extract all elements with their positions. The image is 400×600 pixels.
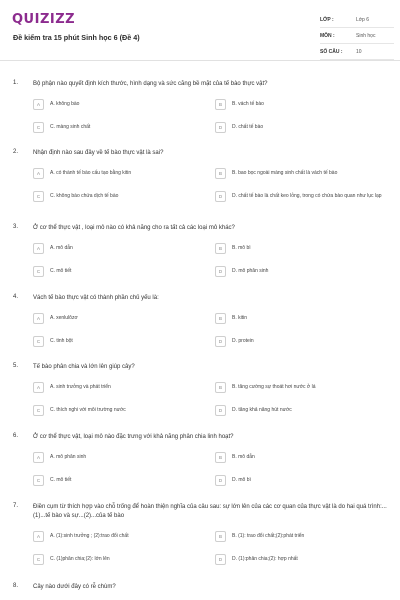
option-letter: D xyxy=(215,191,226,202)
option-text: B. tăng cường sự thoát hơi nước ở lá xyxy=(232,383,316,390)
option-text: C. mô tiết xyxy=(50,476,72,483)
option-b[interactable] xyxy=(215,166,390,180)
option-letter: B xyxy=(215,313,226,324)
option-c[interactable] xyxy=(33,264,193,278)
option-a[interactable] xyxy=(33,380,193,394)
question-number: 3. xyxy=(13,224,19,230)
meta-label: LỚP : xyxy=(320,16,334,23)
option-text: D. chất tế bào là chất keo lỏng, trong có chứa bào quan như lục lạp xyxy=(232,192,382,199)
option-letter: B xyxy=(215,99,226,110)
option-text: A. không bào xyxy=(50,100,80,107)
question-number: 1. xyxy=(13,80,19,86)
option-letter: B xyxy=(215,168,226,179)
question-number: 2. xyxy=(13,149,19,155)
option-text: A. sinh trưởng và phát triển xyxy=(50,383,111,390)
option-letter: C xyxy=(33,122,44,133)
option-b[interactable] xyxy=(215,529,390,543)
option-letter: A xyxy=(33,452,44,463)
question-text: Vách tế bào thực vật có thành phần chủ yếu là: xyxy=(33,295,159,301)
question-text: Tế bào phân chia và lớn lên giúp cây? xyxy=(33,364,135,370)
option-letter: A xyxy=(33,313,44,324)
option-text: B. mô dẫn xyxy=(232,453,255,460)
option-letter: A xyxy=(33,168,44,179)
option-letter: C xyxy=(33,405,44,416)
option-letter: C xyxy=(33,475,44,486)
worksheet-header xyxy=(0,0,400,61)
option-letter: A xyxy=(33,243,44,254)
meta-row-grade xyxy=(320,12,394,28)
question-number: 4. xyxy=(13,294,19,300)
option-d[interactable] xyxy=(215,334,390,348)
meta-value: 10 xyxy=(356,48,362,55)
option-text: A. mô phân sinh xyxy=(50,453,87,460)
option-a[interactable] xyxy=(33,97,193,111)
meta-row-question-count xyxy=(320,44,394,60)
option-a[interactable] xyxy=(33,529,193,543)
question-number: 5. xyxy=(13,363,19,369)
option-text: C. (1)phân chia;(2): lớn lên xyxy=(50,555,110,562)
option-letter: B xyxy=(215,382,226,393)
option-text: A. có thành tế bào cấu tạo bằng kitin xyxy=(50,169,132,176)
option-letter: A xyxy=(33,382,44,393)
meta-table xyxy=(320,12,394,60)
meta-value: Sinh học xyxy=(356,32,376,39)
option-a[interactable] xyxy=(33,166,193,180)
option-text: D. mô bì xyxy=(232,476,251,483)
option-text: B. bao bọc ngoài màng sinh chất là vách tế bào xyxy=(232,169,338,176)
option-b[interactable] xyxy=(215,450,390,464)
question-text: Cây nào dưới đây có rễ chùm? xyxy=(33,584,116,590)
option-a[interactable] xyxy=(33,311,193,325)
option-text: B. vách tế bào xyxy=(232,100,264,107)
option-d[interactable] xyxy=(215,403,390,417)
question-number: 6. xyxy=(13,433,19,439)
option-b[interactable] xyxy=(215,311,390,325)
option-letter: D xyxy=(215,475,226,486)
option-text: C. màng sinh chất xyxy=(50,123,91,130)
option-d[interactable] xyxy=(215,264,390,278)
question-number: 7. xyxy=(13,503,19,509)
option-text: D. protein xyxy=(232,337,254,344)
option-c[interactable] xyxy=(33,473,193,487)
option-letter: C xyxy=(33,336,44,347)
option-text: A. xenlulôzơ xyxy=(50,314,78,321)
option-text: C. thích nghi với môi trường nước xyxy=(50,406,126,413)
option-letter: D xyxy=(215,554,226,565)
question-text: Nhận định nào sau đây về tế bào thực vật là sai? xyxy=(33,150,164,156)
option-text: C. không bào chứa dịch tế bào xyxy=(50,192,119,199)
option-c[interactable] xyxy=(33,120,193,134)
option-letter: D xyxy=(215,266,226,277)
option-c[interactable] xyxy=(33,403,193,417)
meta-row-subject xyxy=(320,28,394,44)
question-text: Bộ phận nào quyết định kích thước, hình dạng và sức căng bề mặt của tế bào thực vật? xyxy=(33,81,268,87)
option-text: C. mô tiết xyxy=(50,267,72,274)
option-b[interactable] xyxy=(215,241,390,255)
option-letter: A xyxy=(33,99,44,110)
question-text: Điền cụm từ thích hợp vào chỗ trống để hoàn thiện nghĩa của câu sau: sự lớn lên của các cơ quan của thực vật là do hai quá trình:...(1)...tế bào và sự...(2)...của tế bào xyxy=(33,504,387,519)
meta-label: SỐ CÂU : xyxy=(320,48,343,55)
option-a[interactable] xyxy=(33,241,193,255)
option-a[interactable] xyxy=(33,450,193,464)
option-letter: C xyxy=(33,554,44,565)
option-letter: C xyxy=(33,191,44,202)
option-b[interactable] xyxy=(215,97,390,111)
option-letter: B xyxy=(215,452,226,463)
option-c[interactable] xyxy=(33,552,193,566)
option-letter: D xyxy=(215,122,226,133)
option-text: C. tinh bột xyxy=(50,337,73,344)
option-c[interactable] xyxy=(33,189,193,203)
option-b[interactable] xyxy=(215,380,390,394)
option-d[interactable] xyxy=(215,189,390,203)
option-letter: C xyxy=(33,266,44,277)
option-text: A. (1):sinh trưởng ; (2):trao đổi chất xyxy=(50,532,129,539)
option-letter: D xyxy=(215,336,226,347)
option-text: D. mô phân sinh xyxy=(232,267,269,274)
option-letter: D xyxy=(215,405,226,416)
option-d[interactable] xyxy=(215,120,390,134)
option-text: B. kitin xyxy=(232,314,248,321)
option-letter: B xyxy=(215,531,226,542)
question-text: Ở cơ thể thực vật, loại mô nào đặc trưng với khả năng phân chia linh hoạt? xyxy=(33,434,234,440)
option-text: D. tăng khả năng hút nước xyxy=(232,406,292,413)
option-text: B. (1): trao đổi chất;(2):phát triển xyxy=(232,532,305,539)
option-text: B. mô bì xyxy=(232,244,251,251)
option-text: D. (1):phân chia;(2): hợp nhất xyxy=(232,555,298,562)
option-letter: A xyxy=(33,531,44,542)
option-text: A. mô dẫn xyxy=(50,244,73,251)
worksheet-title: Đề kiểm tra 15 phút Sinh học 6 (Đề 4) xyxy=(13,33,140,42)
option-d[interactable] xyxy=(215,552,390,566)
quizizz-logo: QUIZIZZ xyxy=(12,12,76,27)
option-text: D. chất tế bào xyxy=(232,123,264,130)
option-d[interactable] xyxy=(215,473,390,487)
option-c[interactable] xyxy=(33,334,193,348)
meta-value: Lớp 6 xyxy=(356,16,370,23)
option-letter: B xyxy=(215,243,226,254)
question-number: 8. xyxy=(13,583,19,589)
meta-label: MÔN : xyxy=(320,32,335,39)
question-text: Ở cơ thể thực vật , loại mô nào có khả năng cho ra tất cả các loại mô khác? xyxy=(33,225,235,231)
